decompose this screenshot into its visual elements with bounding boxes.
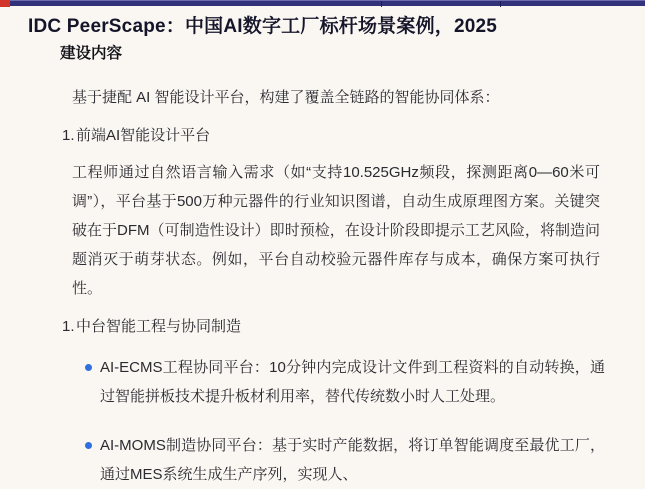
document-body: [0, 6, 645, 489]
list-marker: 1.: [62, 127, 75, 144]
page-title: IDC PeerScape：中国AI数字工厂标杆场景案例，2025: [28, 16, 498, 37]
bullet-list: [0, 353, 645, 489]
numbered-item-heading: 前端AI智能设计平台: [76, 127, 211, 144]
bullet-dot-icon: [85, 364, 92, 371]
bullet-text: AI-ECMS工程协同平台：10分钟内完成设计文件到工程资料的自动转换，通过智能拼板技术提升板材利用率，替代传统数小时人工处理。: [100, 359, 605, 405]
item-1-body: 工程师通过自然语言输入需求（如“支持10.525GHz频段，探测距离0—60米可调”），平台基于500万种元器件的行业知识图谱，自动生成原理图方案。关键突破在于DFM（可制造性设计）即时预检，在设计阶段即提示工艺风险，将制造问题消灭于萌芽状态。例如，平台自动校验元器件库存与成本，确保方案可执行性。: [72, 164, 600, 297]
bullet-item-moms: [100, 431, 605, 489]
numbered-item-heading: 中台智能工程与协同制造: [76, 318, 242, 335]
intro-paragraph: 基于捷配 AI 智能设计平台，构建了覆盖全链路的智能协同体系：: [72, 89, 500, 106]
bullet-text: AI-MOMS制造协同平台：基于实时产能数据，将订单智能调度至最优工厂，通过MES系统生成生产序列，实现人、: [100, 437, 605, 483]
numbered-item-2: [62, 317, 645, 337]
bullet-item-ecms: [100, 353, 605, 411]
section-heading: 建设内容: [60, 45, 123, 62]
numbered-item-1: [62, 126, 645, 146]
list-marker: 1.: [62, 318, 75, 335]
bullet-dot-icon: [85, 442, 92, 449]
